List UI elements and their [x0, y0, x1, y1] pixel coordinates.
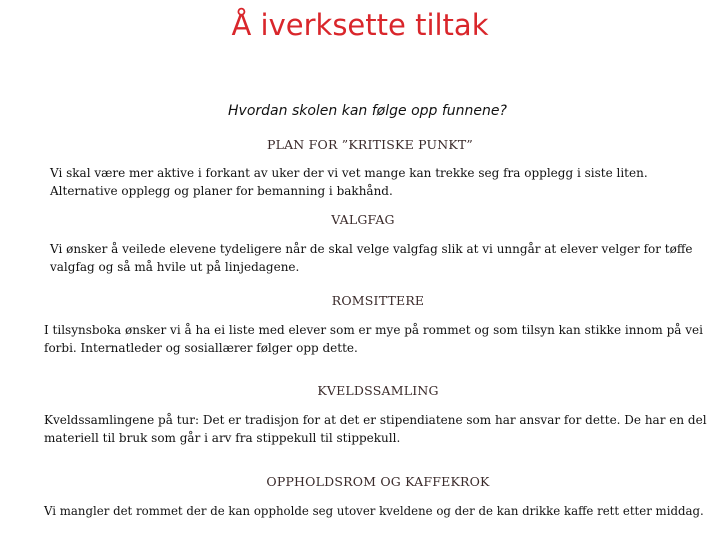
text-line: Kveldssamlingene på tur: Det er tradisjon for at det er stipendiatene som har ansvar for dette. De har en del [44, 413, 707, 427]
section-heading-oppholdsrom: OPPHOLDSROM OG KAFFEKROK [266, 474, 490, 489]
slide-subtitle: Hvordan skolen kan følge opp funnene? [228, 103, 507, 119]
slide-title: Å iverksette tiltak [231, 8, 489, 42]
text-line: Alternative opplegg og planer for bemanning i bakhånd. [50, 184, 393, 198]
section-text-kveldssamling [44, 411, 707, 447]
text-line: Vi mangler det rommet der de kan oppholde seg utover kveldene og der de kan drikke kaffe rett etter middag. [44, 504, 704, 518]
section-text-valgfag [50, 240, 692, 276]
section-text-plan [50, 164, 648, 200]
text-line: Vi skal være mer aktive i forkant av uker der vi vet mange kan trekke seg fra opplegg i siste liten. [50, 166, 648, 180]
text-line: I tilsynsboka ønsker vi å ha ei liste med elever som er mye på rommet og som tilsyn kan stikke innom på vei [44, 323, 703, 337]
section-heading-valgfag: VALGFAG [331, 212, 395, 227]
text-line: materiell til bruk som går i arv fra stippekull til stippekull. [44, 431, 401, 445]
section-heading-plan: PLAN FOR ”KRITISKE PUNKT” [266, 137, 474, 152]
section-text-oppholdsrom [44, 502, 704, 520]
section-heading-kveldssamling: KVELDSSAMLING [317, 383, 439, 398]
section-heading-romsittere: ROMSITTERE [331, 293, 425, 308]
text-line: valgfag og så må hvile ut på linjedagene. [50, 260, 300, 274]
section-text-romsittere [44, 321, 703, 357]
text-line: Vi ønsker å veilede elevene tydeligere når de skal velge valgfag slik at vi unngår at elever velger for tøffe [50, 242, 693, 256]
text-line: forbi. Internatleder og sosiallærer følger opp dette. [44, 341, 358, 355]
